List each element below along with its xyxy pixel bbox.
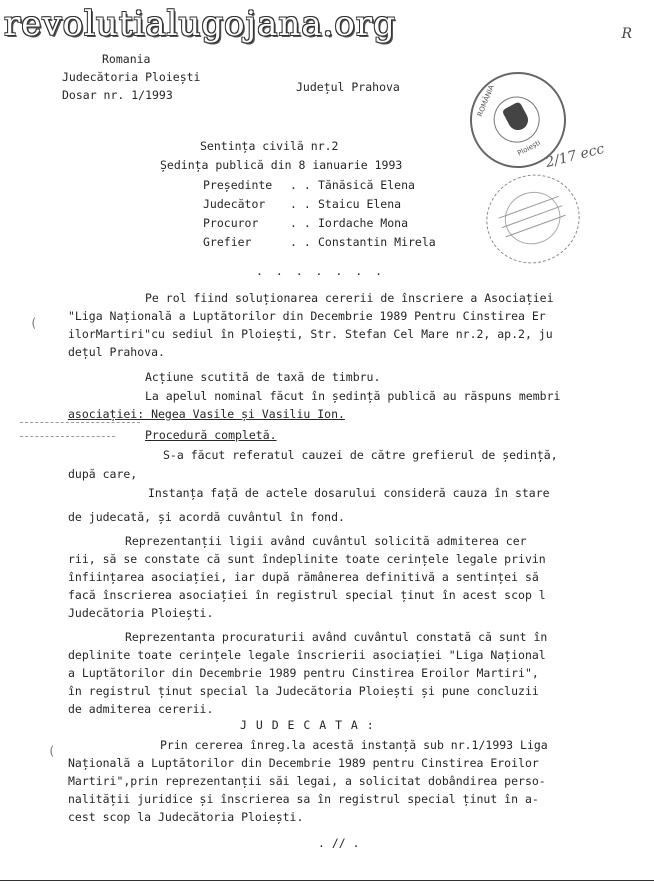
body-line: S-a făcut referatul cauzei de către grefierul de ședință, [163,448,558,462]
body-line: Judecătoria Ploiești. [68,606,214,620]
margin-bracket-mark: ( [48,744,56,758]
body-line: în registrul ținut special la Judecătoria Ploiești și pune concluzii [68,684,539,698]
body-line: rii, să se constate că sunt îndeplinite toate cerințele legale privin [68,552,546,566]
panel-dots: . . [290,197,311,211]
scan-dash-line [20,422,140,423]
body-line: "Liga Națională a Luptătorilor din Decembrie 1989 Pentru Cinstirea Er [68,309,546,323]
body-line: de admiterea cererii. [68,702,214,716]
session-line: Ședința publică din 8 ianuarie 1993 [160,158,403,172]
body-line: a Luptătorilor din Decembrie 1989 pentru Cinstirea Eroilor Martiri", [68,666,539,680]
body-line: înființarea asociației, iar după rămânerea definitivă a sentinței să [68,570,539,584]
watermark: revolutialugojana.org [4,4,396,44]
body-line: facă înscrierea asociației în registrul special ținut în acest scop l [68,588,546,602]
handwritten-note: 2/17 ecc [543,140,606,172]
judgement-line: Martiri",prin reprezentanții săi legai, a solicitat dobândirea perso- [68,774,546,788]
panel-role: Judecător [203,197,266,211]
panel-role: Grefier [203,235,252,249]
body-line: ilorMartiri"cu sediul în Ploiești, Str. Stefan Cel Mare nr.2, ap.2, ju [68,327,553,341]
judgement-line: cest scop la Judecătoria Ploiești. [68,810,304,824]
judgement-line: Națională a Luptătorilor din Decembrie 1989 pentru Cinstirea Eroilor [68,756,539,770]
panel-dots: . . [290,235,311,249]
continuation-mark: . // . [318,836,360,850]
body-line: dețul Prahova. [68,345,165,359]
panel-role: Președinte [203,178,273,192]
panel-name: Staicu Elena [318,197,402,211]
body-line: Instanța față de actele dosarului consideră cauza în stare [148,486,550,500]
margin-bracket-mark: ( [30,316,38,330]
panel-name: Constantin Mirela [318,235,436,249]
body-line: după care, [68,467,138,481]
panel-name: Iordache Mona [318,216,409,230]
judgement-heading: J U D E C A T A : [240,718,375,732]
panel-role: Procuror [203,216,259,230]
judgement-line: Prin cererea înreg.la acestă instanță sub nr.1/1993 Liga [160,738,548,752]
body-line: La apelul nominal făcut în ședință publică au răspuns membri [145,389,561,403]
body-line: Acțiune scutită de taxă de timbru. [145,370,381,384]
header-country: Romania [102,52,151,66]
page-number: R [621,26,632,42]
body-line: Pe rol fiind soluționarea cererii de înscriere a Asociației [145,291,554,305]
judgement-line: nalității juridice și înscrierea sa în registrul special ținut în a- [68,792,539,806]
header-court: Judecătoria Ploiești [62,70,201,84]
body-line: de judecată, și acordă cuvântul în fond. [68,510,345,524]
panel-name: Tănăsică Elena [318,178,415,192]
panel-dots: . . [290,216,311,230]
page-bottom-edge [0,880,654,881]
header-file-number: Dosar nr. 1/1993 [62,88,173,102]
scan-dash-line [20,436,115,437]
body-line: Reprezentanta procuraturii având cuvântul constată că sunt în [125,630,548,644]
registration-stamp [474,162,592,277]
sentence-title: Sentința civilă nr.2 [200,139,339,153]
panel-dots: . . [290,178,311,192]
body-line: Reprezentanții ligii având cuvântul solicită admiterea cer [125,534,527,548]
body-line: deplinite toate cerințele legale înscrierii asociației "Liga Național [68,648,546,662]
header-county: Județul Prahova [296,80,400,94]
separator-dots: . . . . . . . [256,264,386,278]
body-line: asociației: Negea Vasile și Vasiliu Ion. [68,407,345,421]
body-line: Procedură completă. [145,428,277,442]
court-seal-stamp: ROMÂNIA Ploiești [453,55,583,185]
